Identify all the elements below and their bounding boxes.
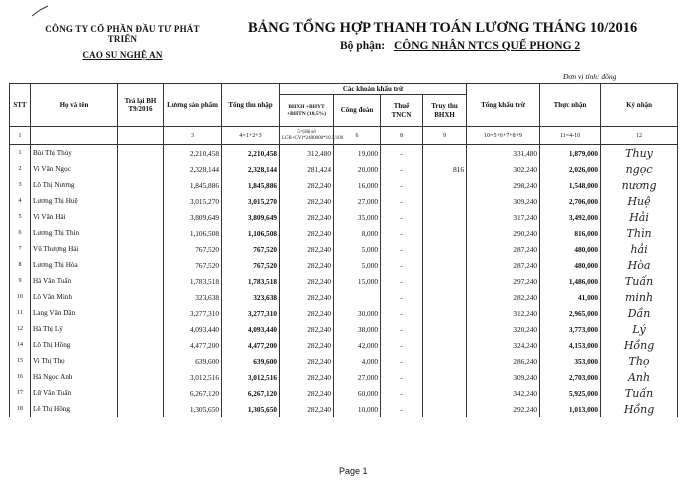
bhxh-value: 282,240 bbox=[280, 177, 334, 193]
signature: Anh bbox=[601, 369, 678, 385]
tong-thu-nhap-value: 6,267,120 bbox=[222, 385, 280, 401]
bhxh-value: 282,240 bbox=[280, 241, 334, 257]
luong-san-pham-value: 4,477,200 bbox=[164, 337, 222, 353]
row-stt: 12 bbox=[10, 321, 31, 337]
tong-khau-tru-value: 302,240 bbox=[467, 161, 540, 177]
signature: Hải bbox=[601, 209, 678, 225]
employee-name: Lữ Văn Tuấn bbox=[31, 385, 118, 401]
thuc-nhan-value: 480,000 bbox=[540, 241, 601, 257]
bhxh-value: 282,240 bbox=[280, 353, 334, 369]
thuc-nhan-value: 2,703,000 bbox=[540, 369, 601, 385]
column-index-cell: 11=4-10 bbox=[540, 127, 601, 145]
tong-khau-tru-value: 317,240 bbox=[467, 209, 540, 225]
signature: hải bbox=[601, 241, 678, 257]
signature: Huệ bbox=[601, 193, 678, 209]
employee-name: Lô Văn Minh bbox=[31, 289, 118, 305]
thuc-nhan-value: 2,965,000 bbox=[540, 305, 601, 321]
thuc-nhan-value: 480,000 bbox=[540, 257, 601, 273]
thuc-nhan-value: 3,492,000 bbox=[540, 209, 601, 225]
col-name: Họ và tên bbox=[31, 84, 118, 127]
tong-thu-nhap-value: 3,012,516 bbox=[222, 369, 280, 385]
cong-doan-value: 19,000 bbox=[334, 145, 381, 162]
cong-doan-value: 10,000 bbox=[334, 401, 381, 417]
column-index-cell: 10=5+6+7+8+9 bbox=[467, 127, 540, 145]
row-stt: 8 bbox=[10, 257, 31, 273]
bhxh-value: 282,240 bbox=[280, 257, 334, 273]
tong-khau-tru-value: 312,240 bbox=[467, 305, 540, 321]
tong-khau-tru-value: 287,240 bbox=[467, 257, 540, 273]
tra-lai-value bbox=[118, 257, 164, 273]
tong-khau-tru-value: 282,240 bbox=[467, 289, 540, 305]
row-stt: 5 bbox=[10, 209, 31, 225]
truy-thu-value bbox=[423, 225, 467, 241]
tong-thu-nhap-value: 1,305,650 bbox=[222, 401, 280, 417]
truy-thu-value bbox=[423, 241, 467, 257]
luong-san-pham-value: 3,277,310 bbox=[164, 305, 222, 321]
company-name bbox=[30, 24, 215, 60]
employee-name: Hà Văn Tuấn bbox=[31, 273, 118, 289]
thue-tncn-value: - bbox=[381, 257, 423, 273]
thue-tncn-value: - bbox=[381, 177, 423, 193]
row-stt: 14 bbox=[10, 337, 31, 353]
luong-san-pham-value: 767,520 bbox=[164, 241, 222, 257]
column-index-cell bbox=[31, 127, 118, 145]
bhxh-value: 312,480 bbox=[280, 145, 334, 162]
thuc-nhan-value: 2,026,000 bbox=[540, 161, 601, 177]
thue-tncn-value: - bbox=[381, 401, 423, 417]
truy-thu-value bbox=[423, 385, 467, 401]
tra-lai-value bbox=[118, 145, 164, 162]
cong-doan-value: 30,000 bbox=[334, 305, 381, 321]
column-index-cell: 12 bbox=[601, 127, 678, 145]
thue-tncn-value: - bbox=[381, 385, 423, 401]
truy-thu-value bbox=[423, 369, 467, 385]
cong-doan-value: 27,000 bbox=[334, 369, 381, 385]
signature: minh bbox=[601, 289, 678, 305]
cong-doan-value: 4,000 bbox=[334, 353, 381, 369]
tra-lai-value bbox=[118, 209, 164, 225]
bhxh-value: 282,240 bbox=[280, 273, 334, 289]
thuc-nhan-value: 1,013,000 bbox=[540, 401, 601, 417]
tra-lai-value bbox=[118, 289, 164, 305]
tong-thu-nhap-value: 639,600 bbox=[222, 353, 280, 369]
tra-lai-value bbox=[118, 337, 164, 353]
table-row bbox=[10, 177, 678, 193]
thue-tncn-value: - bbox=[381, 321, 423, 337]
tra-lai-value bbox=[118, 241, 164, 257]
thue-tncn-value: - bbox=[381, 209, 423, 225]
tong-khau-tru-value: 309,240 bbox=[467, 369, 540, 385]
pen-mark-icon bbox=[30, 4, 60, 18]
luong-san-pham-value: 639,600 bbox=[164, 353, 222, 369]
bhxh-value: 282,240 bbox=[280, 305, 334, 321]
row-stt: 3 bbox=[10, 177, 31, 193]
column-index-cell: 5=(Hệ số LCB+CV)*2400000*10.5/100 bbox=[280, 127, 334, 145]
bhxh-value: 282,240 bbox=[280, 369, 334, 385]
tra-lai-value bbox=[118, 305, 164, 321]
luong-san-pham-value: 1,845,886 bbox=[164, 177, 222, 193]
col-truy-thu: Truy thu BHXH bbox=[423, 95, 467, 127]
col-tra-lai: Trả lại BH T9/2016 bbox=[118, 84, 164, 127]
tong-thu-nhap-value: 1,106,508 bbox=[222, 225, 280, 241]
table-row bbox=[10, 225, 678, 241]
tong-thu-nhap-value: 767,520 bbox=[222, 241, 280, 257]
tra-lai-value bbox=[118, 385, 164, 401]
table-row bbox=[10, 353, 678, 369]
col-thue-tncn: Thuế TNCN bbox=[381, 95, 423, 127]
tong-khau-tru-value: 287,240 bbox=[467, 241, 540, 257]
luong-san-pham-value: 1,106,508 bbox=[164, 225, 222, 241]
tong-thu-nhap-value: 2,328,144 bbox=[222, 161, 280, 177]
thue-tncn-value: - bbox=[381, 145, 423, 162]
cong-doan-value: 27,000 bbox=[334, 193, 381, 209]
signature: Hồng bbox=[601, 401, 678, 417]
thuc-nhan-value: 2,706,000 bbox=[540, 193, 601, 209]
table-row bbox=[10, 273, 678, 289]
signature: Tuấn bbox=[601, 273, 678, 289]
thue-tncn-value: - bbox=[381, 161, 423, 177]
luong-san-pham-value: 1,305,650 bbox=[164, 401, 222, 417]
truy-thu-value bbox=[423, 209, 467, 225]
col-ky-nhan: Ký nhận bbox=[601, 84, 678, 127]
table-row bbox=[10, 145, 678, 162]
signature: nương bbox=[601, 177, 678, 193]
luong-san-pham-value: 3,012,516 bbox=[164, 369, 222, 385]
tong-khau-tru-value: 292,240 bbox=[467, 401, 540, 417]
col-thuc-nhan: Thực nhận bbox=[540, 84, 601, 127]
signature: Thọ bbox=[601, 353, 678, 369]
row-stt: 6 bbox=[10, 225, 31, 241]
employee-name: Lương Thị Huệ bbox=[31, 193, 118, 209]
currency-unit-note: Đơn vị tính: đồng bbox=[563, 72, 617, 81]
signature: Lý bbox=[601, 321, 678, 337]
col-bhxh: BHXH +BHYT +BHTN (10,5%) bbox=[280, 95, 334, 127]
truy-thu-value bbox=[423, 305, 467, 321]
tra-lai-value bbox=[118, 321, 164, 337]
truy-thu-value bbox=[423, 177, 467, 193]
table-row bbox=[10, 337, 678, 353]
luong-san-pham-value: 323,638 bbox=[164, 289, 222, 305]
tong-khau-tru-value: 331,480 bbox=[467, 145, 540, 162]
col-tong-khau-tru: Tổng khấu trừ bbox=[467, 84, 540, 127]
thuc-nhan-value: 1,548,000 bbox=[540, 177, 601, 193]
thue-tncn-value: - bbox=[381, 193, 423, 209]
row-stt: 17 bbox=[10, 385, 31, 401]
tra-lai-value bbox=[118, 369, 164, 385]
bhxh-value: 282,240 bbox=[280, 321, 334, 337]
table-row bbox=[10, 385, 678, 401]
bhxh-value: 282,240 bbox=[280, 289, 334, 305]
thue-tncn-value: - bbox=[381, 353, 423, 369]
row-stt: 10 bbox=[10, 289, 31, 305]
tong-thu-nhap-value: 323,638 bbox=[222, 289, 280, 305]
row-stt: 7 bbox=[10, 241, 31, 257]
cong-doan-value: 20,000 bbox=[334, 161, 381, 177]
tong-thu-nhap-value: 767,520 bbox=[222, 257, 280, 273]
row-stt: 11 bbox=[10, 305, 31, 321]
column-index-cell bbox=[118, 127, 164, 145]
col-tong-thu-nhap: Tổng thu nhập bbox=[222, 84, 280, 127]
column-index-row bbox=[10, 127, 678, 145]
luong-san-pham-value: 2,210,458 bbox=[164, 145, 222, 162]
employee-name: Vi Văn Ngọc bbox=[31, 161, 118, 177]
tra-lai-value bbox=[118, 225, 164, 241]
bhxh-value: 282,240 bbox=[280, 209, 334, 225]
cong-doan-value: 35,000 bbox=[334, 209, 381, 225]
truy-thu-value bbox=[423, 321, 467, 337]
table-row bbox=[10, 321, 678, 337]
luong-san-pham-value: 767,520 bbox=[164, 257, 222, 273]
luong-san-pham-value: 3,015,270 bbox=[164, 193, 222, 209]
tong-khau-tru-value: 324,240 bbox=[467, 337, 540, 353]
tra-lai-value bbox=[118, 177, 164, 193]
luong-san-pham-value: 6,267,120 bbox=[164, 385, 222, 401]
tong-khau-tru-value: 297,240 bbox=[467, 273, 540, 289]
employee-name: Hà Ngọc Anh bbox=[31, 369, 118, 385]
column-index-cell: 8 bbox=[381, 127, 423, 145]
truy-thu-value bbox=[423, 337, 467, 353]
tong-khau-tru-value: 298,240 bbox=[467, 177, 540, 193]
tong-thu-nhap-value: 1,845,886 bbox=[222, 177, 280, 193]
table-row bbox=[10, 241, 678, 257]
thue-tncn-value: - bbox=[381, 305, 423, 321]
department-value: CÔNG NHÂN NTCS QUẾ PHONG 2 bbox=[393, 40, 581, 52]
tong-khau-tru-value: 342,240 bbox=[467, 385, 540, 401]
employee-name: Lang Văn Dần bbox=[31, 305, 118, 321]
tong-khau-tru-value: 320,240 bbox=[467, 321, 540, 337]
tong-khau-tru-value: 309,240 bbox=[467, 193, 540, 209]
truy-thu-value bbox=[423, 257, 467, 273]
row-stt: 15 bbox=[10, 353, 31, 369]
truy-thu-value bbox=[423, 273, 467, 289]
employee-name: Lương Thị Thìn bbox=[31, 225, 118, 241]
truy-thu-value bbox=[423, 193, 467, 209]
employee-name: Lô Thị Hồng bbox=[31, 337, 118, 353]
signature: Thuy bbox=[601, 145, 678, 162]
employee-name: Lương Thị Hòa bbox=[31, 257, 118, 273]
truy-thu-value bbox=[423, 145, 467, 162]
department-line bbox=[340, 40, 580, 52]
table-row bbox=[10, 193, 678, 209]
tong-khau-tru-value: 286,240 bbox=[467, 353, 540, 369]
truy-thu-value bbox=[423, 401, 467, 417]
signature: Hồng bbox=[601, 337, 678, 353]
cong-doan-value bbox=[334, 289, 381, 305]
signature: ngọc bbox=[601, 161, 678, 177]
luong-san-pham-value: 2,328,144 bbox=[164, 161, 222, 177]
thuc-nhan-value: 1,486,000 bbox=[540, 273, 601, 289]
thue-tncn-value: - bbox=[381, 337, 423, 353]
employee-name: Bùi Thị Thủy bbox=[31, 145, 118, 162]
table-row bbox=[10, 369, 678, 385]
thue-tncn-value: - bbox=[381, 289, 423, 305]
thuc-nhan-value: 353,000 bbox=[540, 353, 601, 369]
table-row bbox=[10, 257, 678, 273]
bhxh-value: 282,240 bbox=[280, 225, 334, 241]
column-index-cell: 4=1+2+3 bbox=[222, 127, 280, 145]
luong-san-pham-value: 4,093,440 bbox=[164, 321, 222, 337]
table-row bbox=[10, 305, 678, 321]
tong-thu-nhap-value: 2,210,458 bbox=[222, 145, 280, 162]
tra-lai-value bbox=[118, 193, 164, 209]
document-title: BẢNG TỔNG HỢP THANH TOÁN LƯƠNG THÁNG 10/2016 bbox=[248, 20, 638, 36]
luong-san-pham-value: 1,783,518 bbox=[164, 273, 222, 289]
col-group-khau-tru: Các khoản khấu trừ bbox=[280, 84, 467, 95]
truy-thu-value bbox=[423, 289, 467, 305]
payroll-table bbox=[9, 83, 678, 417]
department-label: Bộ phận: bbox=[340, 40, 386, 52]
tra-lai-value bbox=[118, 161, 164, 177]
tong-thu-nhap-value: 3,015,270 bbox=[222, 193, 280, 209]
truy-thu-value bbox=[423, 353, 467, 369]
row-stt: 1 bbox=[10, 145, 31, 162]
row-stt: 2 bbox=[10, 161, 31, 177]
luong-san-pham-value: 3,809,649 bbox=[164, 209, 222, 225]
employee-name: Vũ Thượng Hải bbox=[31, 241, 118, 257]
thuc-nhan-value: 1,879,000 bbox=[540, 145, 601, 162]
cong-doan-value: 38,000 bbox=[334, 321, 381, 337]
bhxh-value: 282,240 bbox=[280, 401, 334, 417]
signature: Hòa bbox=[601, 257, 678, 273]
signature: Tuấn bbox=[601, 385, 678, 401]
col-luong-san-pham: Lương sản phẩm bbox=[164, 84, 222, 127]
bhxh-value: 282,240 bbox=[280, 193, 334, 209]
thue-tncn-value: - bbox=[381, 369, 423, 385]
tra-lai-value bbox=[118, 401, 164, 417]
table-row bbox=[10, 161, 678, 177]
tong-thu-nhap-value: 4,093,440 bbox=[222, 321, 280, 337]
tra-lai-value bbox=[118, 353, 164, 369]
employee-name: Lô Thị Nương bbox=[31, 177, 118, 193]
bhxh-value: 282,240 bbox=[280, 337, 334, 353]
thuc-nhan-value: 4,153,000 bbox=[540, 337, 601, 353]
thue-tncn-value: - bbox=[381, 273, 423, 289]
table-row bbox=[10, 289, 678, 305]
thuc-nhan-value: 5,925,000 bbox=[540, 385, 601, 401]
bhxh-value: 282,240 bbox=[280, 385, 334, 401]
cong-doan-value: 60,000 bbox=[334, 385, 381, 401]
tong-thu-nhap-value: 1,783,518 bbox=[222, 273, 280, 289]
employee-name: Vi Văn Hải bbox=[31, 209, 118, 225]
page-number: Page 1 bbox=[339, 466, 368, 476]
thue-tncn-value: - bbox=[381, 241, 423, 257]
row-stt: 16 bbox=[10, 369, 31, 385]
cong-doan-value: 42,000 bbox=[334, 337, 381, 353]
employee-name: Hà Thị Lý bbox=[31, 321, 118, 337]
row-stt: 9 bbox=[10, 273, 31, 289]
col-stt: STT bbox=[10, 84, 31, 127]
column-index-cell: 3 bbox=[164, 127, 222, 145]
cong-doan-value: 8,000 bbox=[334, 225, 381, 241]
table-row bbox=[10, 209, 678, 225]
tong-thu-nhap-value: 4,477,200 bbox=[222, 337, 280, 353]
truy-thu-value: 816 bbox=[423, 161, 467, 177]
column-index-cell: 1 bbox=[10, 127, 31, 145]
column-index-cell: 6 bbox=[334, 127, 381, 145]
tong-khau-tru-value: 290,240 bbox=[467, 225, 540, 241]
bhxh-value: 281,424 bbox=[280, 161, 334, 177]
tong-thu-nhap-value: 3,277,310 bbox=[222, 305, 280, 321]
company-line-1: CÔNG TY CỔ PHẦN ĐẦU TƯ PHÁT TRIỂN bbox=[45, 24, 200, 44]
tra-lai-value bbox=[118, 273, 164, 289]
cong-doan-value: 16,000 bbox=[334, 177, 381, 193]
column-index-cell: 9 bbox=[423, 127, 467, 145]
tong-thu-nhap-value: 3,809,649 bbox=[222, 209, 280, 225]
cong-doan-value: 5,000 bbox=[334, 241, 381, 257]
table-row bbox=[10, 401, 678, 417]
row-stt: 18 bbox=[10, 401, 31, 417]
col-cong-doan: Công đoàn bbox=[334, 95, 381, 127]
signature: Thìn bbox=[601, 225, 678, 241]
employee-name: Lê Thị Hồng bbox=[31, 401, 118, 417]
thue-tncn-value: - bbox=[381, 225, 423, 241]
thuc-nhan-value: 3,773,000 bbox=[540, 321, 601, 337]
cong-doan-value: 5,000 bbox=[334, 257, 381, 273]
thuc-nhan-value: 41,000 bbox=[540, 289, 601, 305]
thuc-nhan-value: 816,000 bbox=[540, 225, 601, 241]
signature: Dần bbox=[601, 305, 678, 321]
company-line-2: CAO SU NGHỆ AN bbox=[82, 50, 163, 60]
employee-name: Vi Thị Thọ bbox=[31, 353, 118, 369]
cong-doan-value: 15,000 bbox=[334, 273, 381, 289]
row-stt: 4 bbox=[10, 193, 31, 209]
